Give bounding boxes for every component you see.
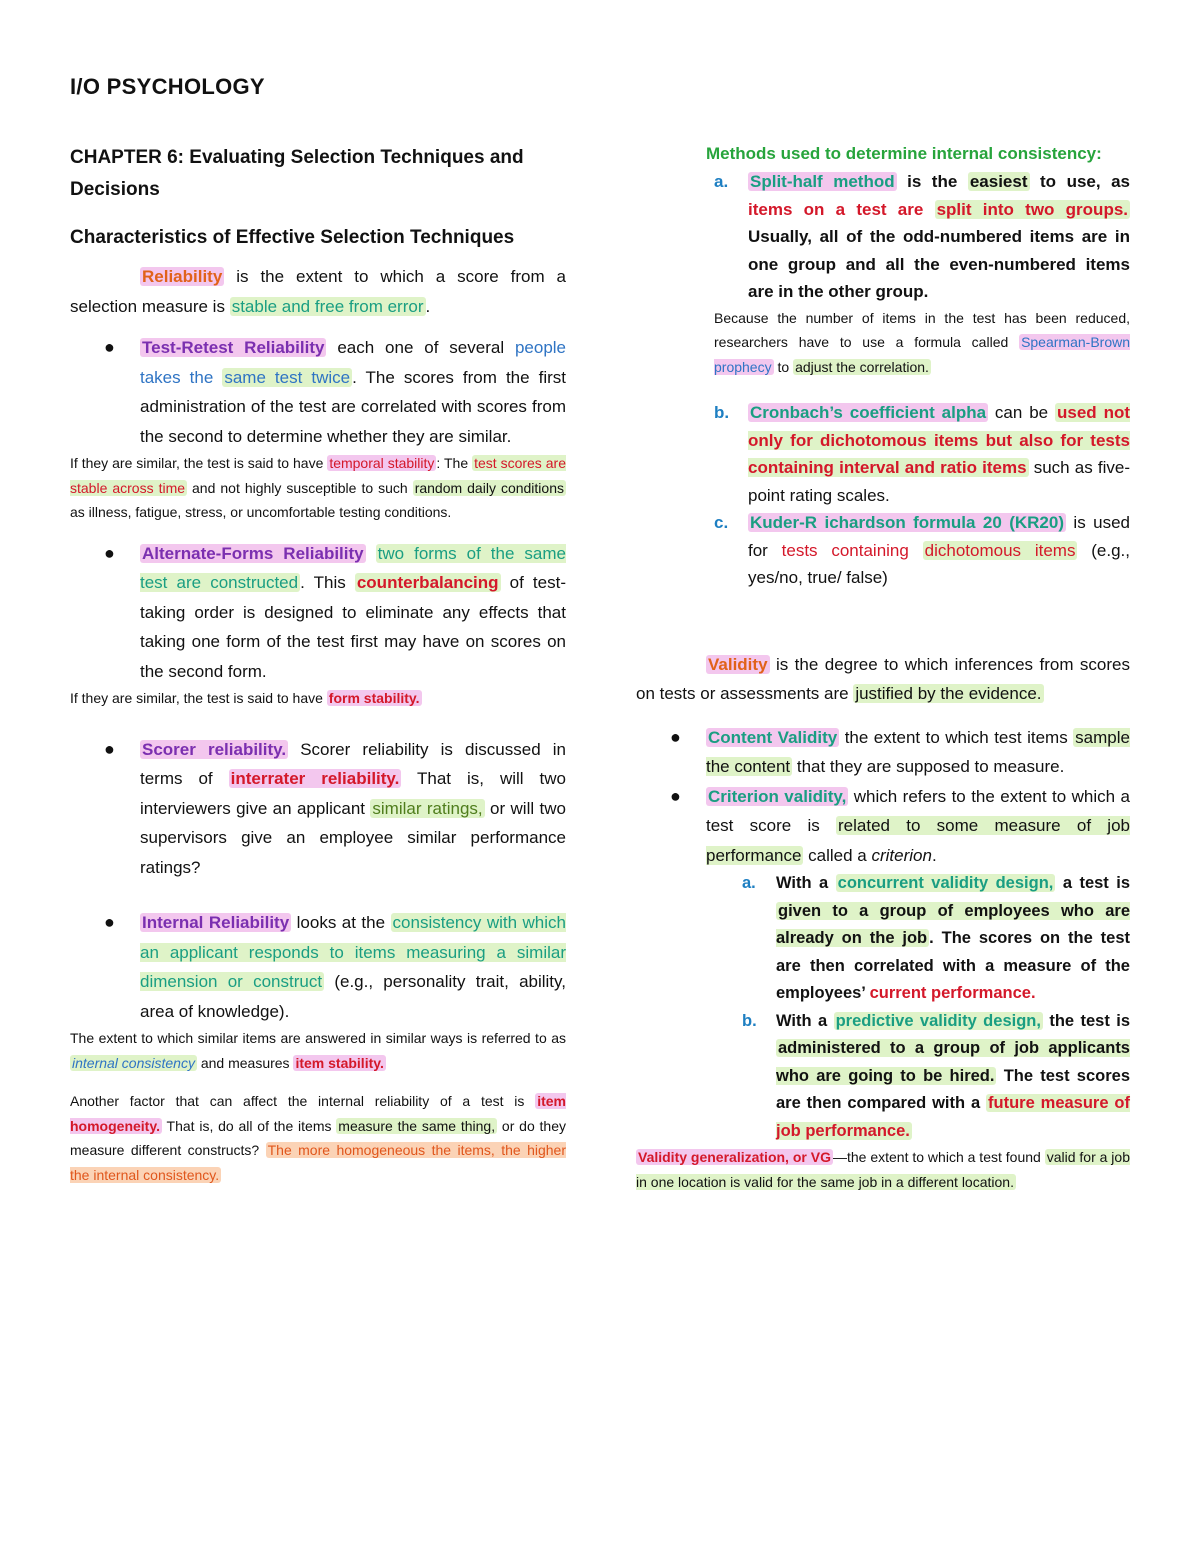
content-validity-term: Content Validity — [708, 727, 838, 747]
list-item-predictive-validity: b. With a predictive validity design, the test is administered to a group of job applicants who are going to be hired. The test scores are then compared with a future measure of job performance. — [636, 1008, 1130, 1146]
list-item-internal-reliability: ● Internal Reliability looks at the consistency with which an applicant responds to items measuring a similar dimension or construct (e.g., personality trait, ability, area of knowledge). — [70, 908, 566, 1026]
internal-term: Internal Reliability — [142, 913, 290, 932]
list-item-test-retest: ● Test-Retest Reliability each one of several people takes the same test twice . The scores from the first administration of the test are correlated with scores from the second to determine whether they are similar. — [70, 333, 566, 451]
section-heading: Characteristics of Effective Selection Techniques — [70, 227, 515, 248]
internal-consistency-note: The extent to which similar items are answered in similar ways is referred to as internal consistency and measures item stability. — [70, 1030, 566, 1071]
list-item-split-half: a. Split-half method is the easiest to use, as items on a test are split into two groups. Usually, all of the odd-numbered items are in one group and all the even-numbered items are in the other group. — [636, 168, 1130, 306]
validity-paragraph: Validity is the degree to which inferences from scores on tests or assessments are justified by the evidence. — [636, 654, 1130, 703]
list-item-scorer-reliability: ● Scorer reliability. Scorer reliability is discussed in terms of interrater reliability. That is, will two interviewers give an applicant similar ratings, or will two supervisors give an employee similar performance ratings? — [70, 735, 566, 883]
reliability-highlight: stable and free from error — [231, 296, 424, 316]
bullet-icon: ● — [104, 912, 115, 932]
list-label: c. — [714, 513, 729, 532]
list-label: a. — [714, 172, 729, 191]
methods-heading: Methods used to determine internal consistency: — [706, 144, 1102, 163]
list-item-alternate-forms: ● Alternate-Forms Reliability two forms of the same test are constructed . This counterbalancing of test-taking order is designed to eliminate any effects that taking one form of the test first may have on scores on the second form. — [70, 539, 566, 687]
kr20-term: Kuder-R ichardson formula 20 (KR20) — [750, 513, 1065, 532]
test-retest-term: Test-Retest Reliability — [142, 338, 325, 357]
temporal-stability-note: If they are similar, the test is said to have temporal stability : The test scores are stable across time and not highly susceptible to such random daily conditions as illness, fatigue, stress, or uncomfortable testing conditions. — [70, 455, 566, 520]
document-title: I/O PSYCHOLOGY — [70, 74, 265, 99]
vg-term: Validity generalization, or VG — [638, 1149, 831, 1165]
criterion-validity-term: Criterion validity, — [708, 786, 847, 806]
validity-generalization-paragraph: Validity generalization, or VG —the extent to which a test found valid for a job in one location is valid for the same job in a different location. — [636, 1149, 1130, 1190]
list-label: b. — [714, 403, 730, 422]
list-label: b. — [742, 1011, 757, 1030]
cronbach-term: Cronbach’s coefficient alpha — [750, 403, 987, 422]
form-stability-note: If they are similar, the test is said to have form stability. — [70, 690, 420, 706]
list-item-cronbach: b. Cronbach’s coefficient alpha can be used not only for dichotomous items but also for tests containing interval and ratio items such as five-point rating scales. — [636, 399, 1130, 509]
list-item-concurrent-validity: a. With a concurrent validity design, a test is given to a group of employees who are already on the job . The scores on the test are then correlated with a measure of the employees’ current performance. — [636, 870, 1130, 1008]
bullet-icon: ● — [104, 738, 115, 759]
concurrent-term: concurrent validity design, — [837, 874, 1054, 892]
spearman-brown-note: Because the number of items in the test has been reduced, researchers have to use a formula called Spearman-Brown prophecy to adjust the correlation. — [714, 309, 1130, 375]
predictive-term: predictive validity design, — [835, 1011, 1041, 1030]
list-label: a. — [742, 874, 756, 892]
reliability-paragraph: Reliability is the extent to which a score from a selection measure is stable and free from error . — [70, 267, 566, 316]
list-item-kr20: c. Kuder-R ichardson formula 20 (KR20) is used for tests containing dichotomous items (e.g., yes/no, true/ false) — [636, 509, 1130, 592]
split-half-term: Split-half method — [750, 172, 895, 191]
bullet-icon: ● — [670, 785, 681, 806]
reliability-term: Reliability — [142, 267, 223, 286]
item-homogeneity-paragraph: Another factor that can affect the internal reliability of a test is item homogeneity. That is, do all of the items measure the same thing, or do they measure different constructs? The more homogeneous the items, the higher the internal consistency. — [70, 1093, 566, 1183]
scorer-term: Scorer reliability. — [142, 739, 287, 759]
bullet-icon: ● — [104, 542, 115, 563]
chapter-heading: CHAPTER 6: Evaluating Selection Techniques and Decisions — [70, 147, 524, 200]
right-column — [636, 142, 1130, 1194]
validity-term: Validity — [708, 654, 768, 674]
left-column — [70, 142, 566, 1187]
alternate-forms-term: Alternate-Forms Reliability — [142, 543, 364, 563]
list-item-content-validity: ● Content Validity the extent to which test items sample the content that they are supposed to measure. — [636, 723, 1130, 782]
bullet-icon: ● — [104, 337, 115, 357]
list-item-criterion-validity: ● Criterion validity, which refers to the extent to which a test score is related to some measure of job performance called a criterion. — [636, 782, 1130, 871]
bullet-icon: ● — [670, 726, 681, 747]
